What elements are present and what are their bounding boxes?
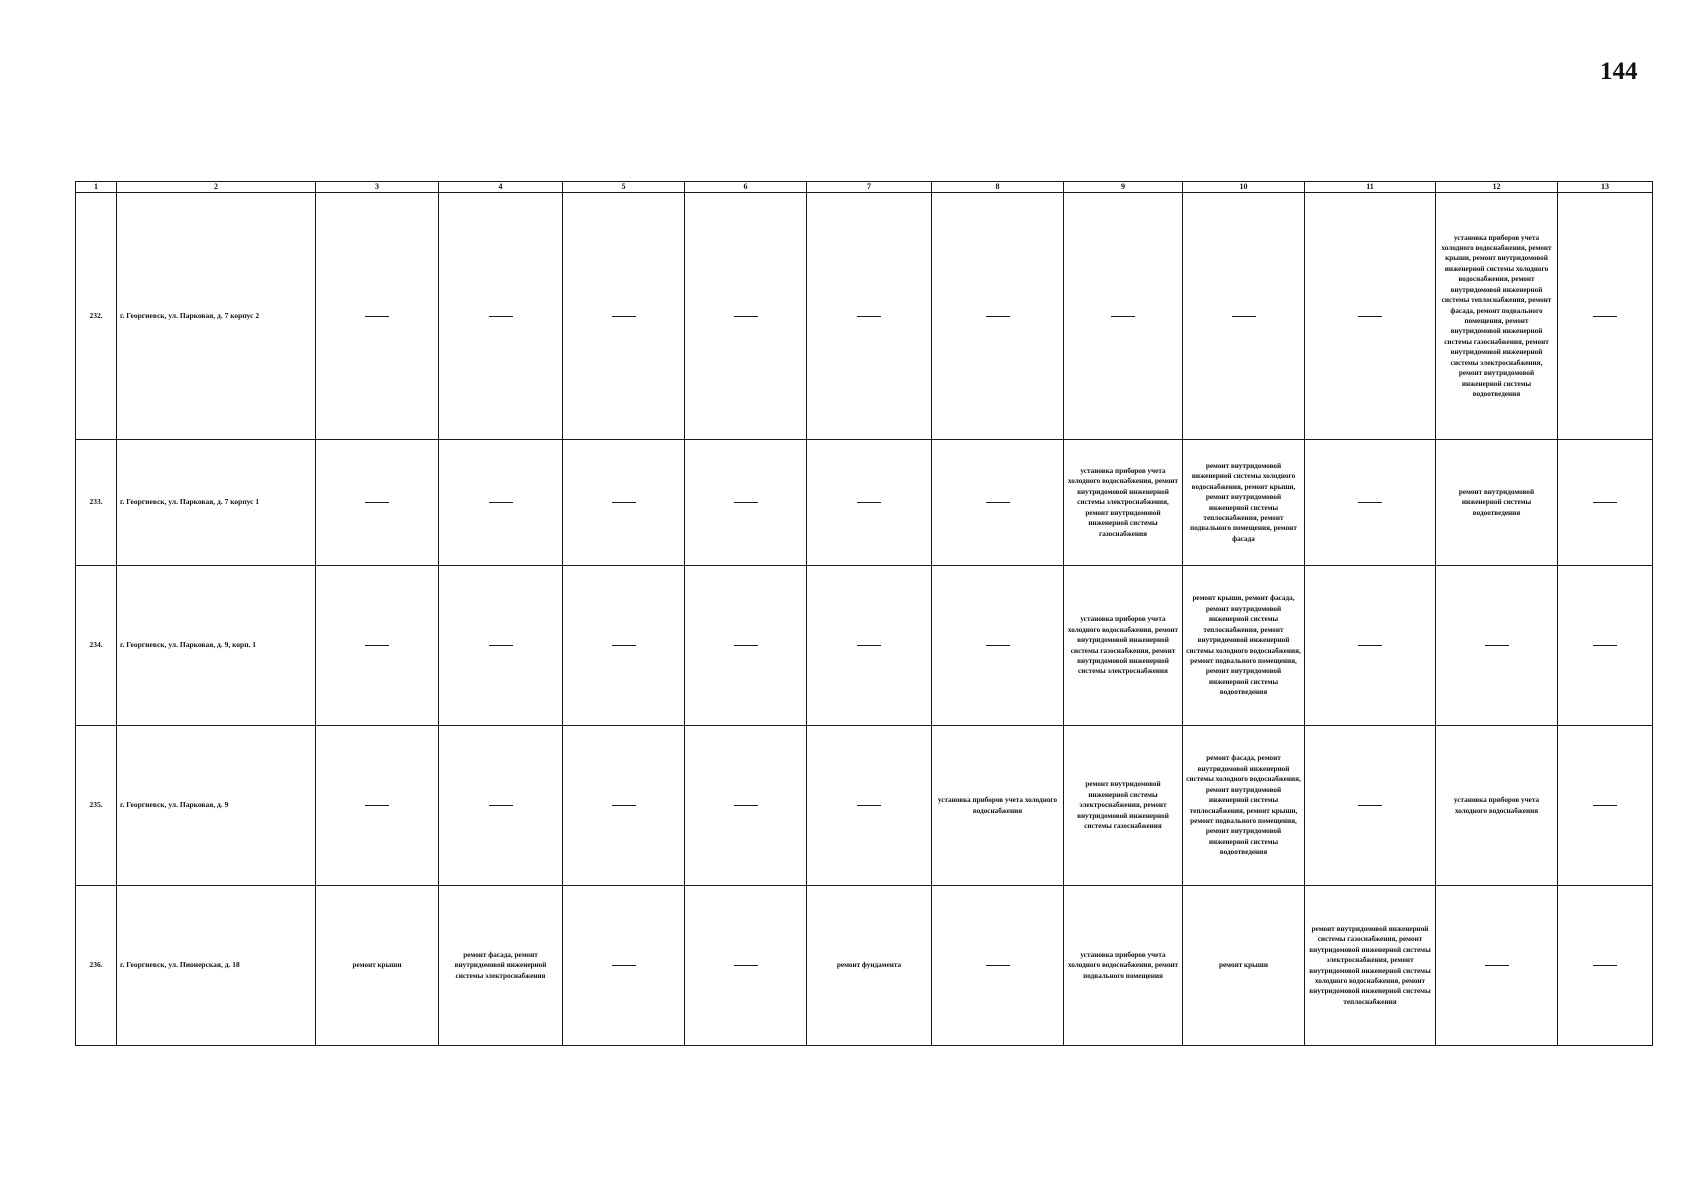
work-description-cell: установка приборов учета холодного водоснабжения, ремонт внутридомовой инженерной системы электроснабжения, ремонт внутридомовой инженерной системы газоснабжения [1064, 440, 1183, 566]
empty-cell [1305, 193, 1436, 440]
dash-mark [734, 316, 758, 317]
dash-mark [1485, 965, 1509, 966]
work-description-cell: ремонт фасада, ремонт внутридомовой инженерной системы холодного водоснабжения, ремонт внутридомовой инженерной системы теплоснабжения, ремонт крыши, ремонт подвального помещения, ремонт внутридомовой инженерной системы водоотведения [1183, 726, 1305, 886]
table-row [76, 193, 1653, 440]
dash-mark [612, 965, 636, 966]
empty-cell [1558, 726, 1653, 886]
dash-mark [1593, 805, 1617, 806]
dash-mark [734, 805, 758, 806]
work-description-cell: ремонт крыши [1183, 886, 1305, 1046]
column-header: 5 [563, 182, 685, 193]
dash-mark [1358, 805, 1382, 806]
dash-mark [1358, 502, 1382, 503]
header-row [76, 182, 1653, 193]
address-cell: г. Георгиевск, ул. Парковая, д. 7 корпус 1 [117, 440, 316, 566]
empty-cell [1305, 726, 1436, 886]
empty-cell [685, 440, 807, 566]
work-description-cell: установка приборов учета холодного водоснабжения, ремонт крыши, ремонт внутридомовой инженерной системы холодного водоснабжения, ремонт внутридомовой инженерной системы теплоснабжения, ремонт фасада, ремонт подвального помещения, ремонт внутридомовой инженерной системы газоснабжения, ремонт внутридомовой инженерной системы электроснабжения, ремонт внутридомовой инженерной системы водоотведения [1436, 193, 1558, 440]
empty-cell [1436, 566, 1558, 726]
empty-cell [316, 566, 439, 726]
dash-mark [734, 502, 758, 503]
dash-mark [857, 502, 881, 503]
dash-mark [734, 965, 758, 966]
dash-mark [365, 316, 389, 317]
dash-mark [1593, 645, 1617, 646]
empty-cell [563, 193, 685, 440]
dash-mark [1358, 316, 1382, 317]
empty-cell [439, 193, 563, 440]
dash-mark [857, 316, 881, 317]
row-number: 236. [76, 886, 117, 1046]
empty-cell [932, 886, 1064, 1046]
address-cell: г. Георгиевск, ул. Парковая, д. 7 корпус 2 [117, 193, 316, 440]
work-description-cell: ремонт фундамента [807, 886, 932, 1046]
empty-cell [439, 566, 563, 726]
dash-mark [489, 316, 513, 317]
column-header: 1 [76, 182, 117, 193]
column-header: 6 [685, 182, 807, 193]
dash-mark [612, 645, 636, 646]
empty-cell [316, 193, 439, 440]
column-header: 8 [932, 182, 1064, 193]
dash-mark [857, 645, 881, 646]
table-row [76, 566, 1653, 726]
dash-mark [365, 645, 389, 646]
empty-cell [685, 886, 807, 1046]
dash-mark [365, 502, 389, 503]
dash-mark [1358, 645, 1382, 646]
empty-cell [685, 566, 807, 726]
empty-cell [1064, 193, 1183, 440]
page-number: 144 [1600, 58, 1638, 85]
dash-mark [612, 316, 636, 317]
dash-mark [986, 645, 1010, 646]
dash-mark [1232, 316, 1256, 317]
dash-mark [1593, 965, 1617, 966]
empty-cell [807, 566, 932, 726]
table-row [76, 440, 1653, 566]
column-header: 2 [117, 182, 316, 193]
column-header: 13 [1558, 182, 1653, 193]
row-number: 235. [76, 726, 117, 886]
column-header: 12 [1436, 182, 1558, 193]
empty-cell [685, 726, 807, 886]
dash-mark [1485, 645, 1509, 646]
column-header: 4 [439, 182, 563, 193]
work-description-cell: ремонт внутридомовой инженерной системы холодного водоснабжения, ремонт крыши, ремонт внутридомовой инженерной системы теплоснабжения, ремонт подвального помещения, ремонт фасада [1183, 440, 1305, 566]
empty-cell [932, 566, 1064, 726]
dash-mark [857, 805, 881, 806]
empty-cell [807, 726, 932, 886]
empty-cell [932, 193, 1064, 440]
work-description-cell: установка приборов учета холодного водоснабжения, ремонт подвального помещения [1064, 886, 1183, 1046]
empty-cell [439, 440, 563, 566]
dash-mark [986, 502, 1010, 503]
empty-cell [1558, 886, 1653, 1046]
column-header: 3 [316, 182, 439, 193]
work-description-cell: установка приборов учета холодного водоснабжения [932, 726, 1064, 886]
address-cell: г. Георгиевск, ул. Парковая, д. 9 [117, 726, 316, 886]
empty-cell [563, 726, 685, 886]
work-description-cell: ремонт крыши [316, 886, 439, 1046]
column-header: 10 [1183, 182, 1305, 193]
empty-cell [316, 726, 439, 886]
work-description-cell: ремонт внутридомовой инженерной системы газоснабжения, ремонт внутридомовой инженерной системы электроснабжения, ремонт внутридомовой инженерной системы холодного водоснабжения, ремонт внутридомовой инженерной системы теплоснабжения [1305, 886, 1436, 1046]
empty-cell [563, 440, 685, 566]
empty-cell [1305, 566, 1436, 726]
work-schedule-table [75, 181, 1653, 1046]
empty-cell [1558, 566, 1653, 726]
work-description-cell: установка приборов учета холодного водоснабжения, ремонт внутридомовой инженерной системы газоснабжения, ремонт внутридомовой инженерной системы электроснабжения [1064, 566, 1183, 726]
empty-cell [563, 886, 685, 1046]
row-number: 234. [76, 566, 117, 726]
row-number: 232. [76, 193, 117, 440]
address-cell: г. Георгиевск, ул. Пионерская, д. 18 [117, 886, 316, 1046]
dash-mark [365, 805, 389, 806]
dash-mark [734, 645, 758, 646]
empty-cell [439, 726, 563, 886]
empty-cell [807, 440, 932, 566]
empty-cell [316, 440, 439, 566]
column-header: 9 [1064, 182, 1183, 193]
dash-mark [489, 502, 513, 503]
column-header: 7 [807, 182, 932, 193]
work-description-cell: ремонт внутридомовой инженерной системы водоотведения [1436, 440, 1558, 566]
work-description-cell: ремонт крыши, ремонт фасада, ремонт внутридомовой инженерной системы теплоснабжения, ремонт внутридомовой инженерной системы холодного водоснабжения, ремонт подвального помещения, ремонт внутридомовой инженерной системы водоотведения [1183, 566, 1305, 726]
dash-mark [986, 316, 1010, 317]
table-row [76, 726, 1653, 886]
table-row [76, 886, 1653, 1046]
empty-cell [932, 440, 1064, 566]
dash-mark [489, 805, 513, 806]
work-description-cell: ремонт внутридомовой инженерной системы электроснабжения, ремонт внутридомовой инженерной системы газоснабжения [1064, 726, 1183, 886]
empty-cell [807, 193, 932, 440]
empty-cell [563, 566, 685, 726]
dash-mark [612, 502, 636, 503]
dash-mark [1593, 316, 1617, 317]
dash-mark [986, 965, 1010, 966]
column-header: 11 [1305, 182, 1436, 193]
work-description-cell: установка приборов учета холодного водоснабжения [1436, 726, 1558, 886]
empty-cell [1558, 440, 1653, 566]
dash-mark [612, 805, 636, 806]
address-cell: г. Георгиевск, ул. Парковая, д. 9, корп. 1 [117, 566, 316, 726]
empty-cell [1305, 440, 1436, 566]
work-description-cell: ремонт фасада, ремонт внутридомовой инженерной системы электроснабжения [439, 886, 563, 1046]
empty-cell [1558, 193, 1653, 440]
empty-cell [1436, 886, 1558, 1046]
empty-cell [1183, 193, 1305, 440]
dash-mark [489, 645, 513, 646]
dash-mark [1111, 316, 1135, 317]
empty-cell [685, 193, 807, 440]
dash-mark [1593, 502, 1617, 503]
row-number: 233. [76, 440, 117, 566]
